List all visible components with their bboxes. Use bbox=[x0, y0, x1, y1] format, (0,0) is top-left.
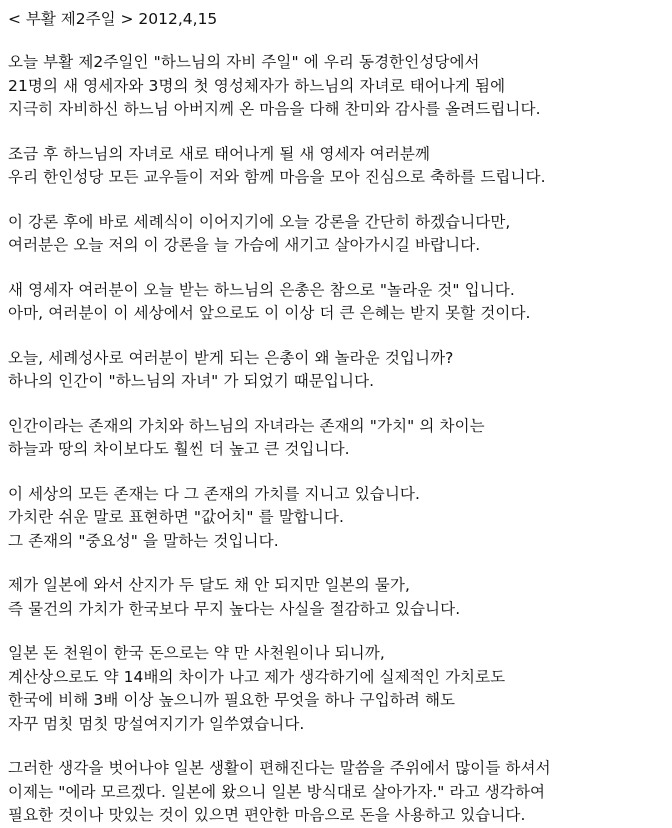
text-line: 필요한 것이나 맛있는 것이 있으면 편안한 마음으로 돈을 사용하고 있습니다. bbox=[8, 806, 526, 824]
paragraph bbox=[8, 642, 664, 736]
paragraph bbox=[8, 757, 664, 828]
text-line: 이 강론 후에 바로 세례식이 이어지기에 오늘 강론을 간단히 하겠습니다만, bbox=[8, 212, 511, 231]
text-line: 계산상으로도 약 14배의 차이가 나고 제가 생각하기에 실제적인 가치로도 bbox=[8, 667, 506, 686]
text-line: 이제는 "에라 모르겠다. 일본에 왔으니 일본 방식대로 살아가자." 라고 생각하여 bbox=[8, 782, 546, 801]
paragraph bbox=[8, 211, 664, 258]
text-line: 하나의 인간이 "하느님의 자녀" 가 되었기 때문입니다. bbox=[8, 372, 375, 390]
text-line: 제가 일본에 와서 산지가 두 달도 채 안 되지만 일본의 물가, bbox=[8, 576, 410, 594]
text-line: 그 존재의 "중요성" 을 말하는 것입니다. bbox=[8, 531, 279, 550]
text-line: 오늘 부활 제2주일인 "하느님의 자비 주일" 에 우리 동경한인성당에서 bbox=[8, 53, 480, 71]
text-line: 지극히 자비하신 하느님 아버지께 온 마음을 다해 찬미와 감사를 올려드립니다. bbox=[8, 100, 541, 118]
text-line: 조금 후 하느님의 자녀로 새로 태어나게 될 새 영세자 여러분께 bbox=[8, 144, 431, 163]
text-line: 가치란 쉬운 말로 표현하면 "값어치" 를 말합니다. bbox=[8, 508, 345, 526]
text-line: 새 영세자 여러분이 오늘 받는 하느님의 은총은 참으로 "놀라운 것" 입니다. bbox=[8, 280, 515, 299]
text-line: 한국에 비해 3배 이상 높으니까 필요한 무엇을 하나 구입하려 해도 bbox=[8, 691, 456, 709]
text-line: 자꾸 멈칫 멈칫 망설여지기가 일쑤였습니다. bbox=[8, 714, 305, 733]
text-line: 여러분은 오늘 저의 이 강론을 늘 가슴에 새기고 살아가시길 바랍니다. bbox=[8, 236, 481, 254]
text-line: 이 세상의 모든 존재는 다 그 존재의 가치를 지니고 있습니다. bbox=[8, 484, 421, 503]
homily-title: < 부활 제2주일 > 2012,4,15 bbox=[8, 10, 218, 28]
text-line: 하늘과 땅의 차이보다도 훨씬 더 높고 큰 것입니다. bbox=[8, 440, 350, 458]
paragraph bbox=[8, 51, 664, 122]
homily-document bbox=[8, 8, 664, 828]
paragraph bbox=[8, 483, 664, 554]
paragraph bbox=[8, 574, 664, 621]
text-line: 우리 한인성당 모든 교우들이 저와 함께 마음을 모아 진심으로 축하를 드립니다. bbox=[8, 168, 546, 186]
homily-body bbox=[8, 51, 664, 828]
text-line: 인간이라는 존재의 가치와 하느님의 자녀라는 존재의 "가치" 의 차이는 bbox=[8, 416, 485, 435]
paragraph bbox=[8, 415, 664, 462]
text-line: 오늘, 세례성사로 여러분이 받게 되는 은총이 왜 놀라운 것입니까? bbox=[8, 348, 454, 367]
paragraph bbox=[8, 279, 664, 326]
paragraph bbox=[8, 347, 664, 394]
text-line: 그러한 생각을 벗어나야 일본 생활이 편해진다는 말씀을 주위에서 많이들 하셔서 bbox=[8, 759, 551, 777]
text-line: 즉 물건의 가치가 한국보다 무지 높다는 사실을 절감하고 있습니다. bbox=[8, 599, 461, 618]
text-line: 21명의 새 영세자와 3명의 첫 영성체자가 하느님의 자녀로 태어나게 됨에 bbox=[8, 76, 506, 95]
text-line: 일본 돈 천원이 한국 돈으로는 약 만 사천원이나 되니까, bbox=[8, 644, 385, 662]
text-line: 아마, 여러분이 이 세상에서 앞으로도 이 이상 더 큰 은혜는 받지 못할 것이다. bbox=[8, 304, 531, 322]
paragraph bbox=[8, 143, 664, 190]
